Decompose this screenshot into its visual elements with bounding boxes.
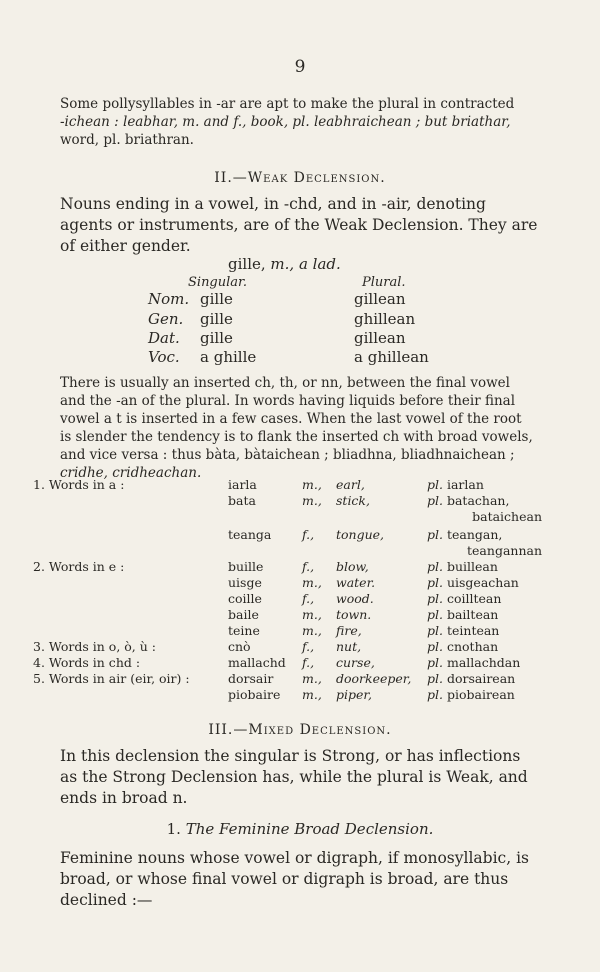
plural: buillean	[446, 559, 498, 574]
weak-declension-heading	[0, 170, 600, 186]
meaning: water.	[336, 575, 376, 590]
table-row	[0, 607, 600, 623]
plural-form: gillean	[354, 290, 406, 308]
meaning: piper,	[336, 687, 372, 702]
mixed-line-2: as the Strong Declension has, while the plural is Weak, and	[60, 768, 528, 786]
word: buille	[228, 559, 264, 574]
table-row	[0, 623, 600, 639]
plural: uisgeachan	[446, 575, 519, 590]
case-label: Voc.	[148, 348, 180, 366]
mixed-title: Mixed Declension.	[248, 722, 392, 738]
plural: iarlan	[446, 477, 484, 492]
mixed-line-1: In this declension the singular is Strong, or has inflections	[60, 747, 521, 765]
word: piobaire	[228, 687, 281, 702]
table-row	[0, 493, 600, 509]
intro-line-3: word, pl. briathran.	[60, 132, 194, 148]
gender: f.,	[302, 559, 315, 574]
gender: m.,	[302, 493, 322, 508]
feminine-line-3: declined :—	[60, 891, 153, 909]
gender: m.,	[302, 607, 322, 622]
weak-paragraph	[60, 194, 540, 257]
category-label: 4. Words in chd :	[33, 655, 141, 670]
table-row	[0, 687, 600, 703]
singular-header: Singular.	[188, 275, 247, 290]
table-row	[0, 477, 600, 493]
gender: f.,	[302, 655, 315, 670]
plural-form: a ghillean	[354, 348, 429, 366]
gender: m.,	[302, 623, 322, 638]
gender: m.,	[302, 671, 322, 686]
intro-line-2: -ichean : leabhar, m. and f., book, pl. leabhraichean ; but briathar,	[60, 114, 511, 130]
inserted-consonant-note	[60, 374, 540, 482]
note-line-5: and vice versa : thus bàta, bàtaichean ; bliadhna, bliadhnaichean ;	[60, 447, 515, 463]
table-row	[0, 639, 600, 655]
singular-form: a ghille	[200, 348, 257, 366]
category-label: 1. Words in a :	[33, 477, 125, 492]
plural-label: pl.	[427, 623, 443, 638]
plural: bailtean	[446, 607, 499, 622]
table-row	[0, 509, 600, 525]
plural-label: pl.	[427, 671, 443, 686]
plural-label: pl.	[427, 591, 443, 606]
plural-label: pl.	[427, 527, 443, 542]
plural: piobairean	[446, 687, 515, 702]
gender: m.,	[302, 687, 322, 702]
feminine-line-1: Feminine nouns whose vowel or digraph, if monosyllabic, is	[60, 849, 530, 867]
gender: f.,	[302, 527, 315, 542]
note-line-6: cridhe, cridheachan.	[60, 465, 202, 481]
intro-paragraph	[60, 95, 540, 149]
singular-form: gille	[200, 329, 233, 347]
word: coille	[228, 591, 262, 606]
meaning: doorkeeper,	[336, 671, 412, 686]
plural: cnothan	[446, 639, 499, 654]
category-label: 2. Words in e :	[33, 559, 125, 574]
weak-line-2: agents or instruments, are of the Weak Declension. They are	[60, 216, 538, 234]
meaning: earl,	[336, 477, 365, 492]
plural-form: gillean	[354, 329, 406, 347]
note-line-1: There is usually an inserted ch, th, or nn, between the final vowel	[60, 375, 510, 391]
plural-label: pl.	[427, 639, 443, 654]
meaning: wood.	[336, 591, 374, 606]
singular-form: gille	[200, 290, 233, 308]
case-label: Nom.	[148, 290, 190, 308]
table-row	[0, 671, 600, 687]
table-row	[0, 655, 600, 671]
feminine-heading	[0, 820, 600, 838]
example-title	[228, 255, 341, 273]
weak-line-3: of either gender.	[60, 237, 191, 255]
mixed-line-3: ends in broad n.	[60, 789, 188, 807]
page-number: 9	[294, 57, 306, 77]
feminine-title: The Feminine Broad Declension.	[185, 820, 434, 838]
word: mallachd	[228, 655, 286, 670]
meaning: stick,	[336, 493, 370, 508]
plural: teangan,	[446, 527, 503, 542]
word: dorsair	[228, 671, 274, 686]
weak-line-1: Nouns ending in a vowel, in -chd, and in -air, denoting	[60, 195, 486, 213]
table-row	[0, 575, 600, 591]
case-label: Gen.	[148, 310, 184, 328]
plural-label: pl.	[427, 559, 443, 574]
plural-continuation: bataichean	[472, 509, 542, 524]
plural-form: ghillean	[354, 310, 416, 328]
plural-label: pl.	[427, 575, 443, 590]
plural-label: pl.	[427, 687, 443, 702]
meaning: fire,	[336, 623, 362, 638]
singular-form: gille	[200, 310, 233, 328]
word: uisge	[228, 575, 262, 590]
gender: m.,	[302, 575, 322, 590]
gender: f.,	[302, 591, 315, 606]
mixed-dash: —	[233, 722, 249, 738]
plural-label: pl.	[427, 607, 443, 622]
note-line-4: is slender the tendency is to flank the inserted ch with broad vowels,	[60, 429, 533, 445]
example-meaning: a lad.	[298, 255, 341, 273]
intro-line-1: Some pollysyllables in -ar are apt to make the plural in contracted	[60, 96, 515, 112]
plural: dorsairean	[446, 671, 516, 686]
plural: coilltean	[446, 591, 502, 606]
plural-continuation: teangannan	[467, 543, 542, 558]
feminine-number: 1.	[166, 820, 181, 838]
case-label: Dat.	[148, 329, 180, 347]
table-row	[0, 559, 600, 575]
plural-header: Plural.	[362, 275, 406, 290]
weak-roman: II.	[214, 170, 233, 186]
plural-label: pl.	[427, 477, 443, 492]
plural: batachan,	[446, 493, 510, 508]
category-label: 5. Words in air (eir, oir) :	[33, 671, 190, 686]
plural-label: pl.	[427, 655, 443, 670]
weak-title: Weak Declension.	[247, 170, 386, 186]
category-label: 3. Words in o, ò, ù :	[33, 639, 156, 654]
word: teanga	[228, 527, 272, 542]
meaning: curse,	[336, 655, 375, 670]
note-line-3: vowel a t is inserted in a few cases. When the last vowel of the root	[60, 411, 522, 427]
word: teine	[228, 623, 260, 638]
word: bata	[228, 493, 256, 508]
word: baile	[228, 607, 259, 622]
weak-dash: —	[232, 170, 248, 186]
mixed-declension-heading	[0, 722, 600, 738]
table-row	[0, 543, 600, 559]
table-row	[0, 591, 600, 607]
meaning: town.	[336, 607, 372, 622]
meaning: tongue,	[336, 527, 385, 542]
meaning: nut,	[336, 639, 362, 654]
plural-label: pl.	[427, 493, 443, 508]
table-row	[0, 527, 600, 543]
feminine-line-2: broad, or whose final vowel or digraph is broad, are thus	[60, 870, 509, 888]
plural: teintean	[446, 623, 500, 638]
note-line-2: and the -an of the plural. In words having liquids before their final	[60, 393, 516, 409]
meaning: blow,	[336, 559, 369, 574]
word: iarla	[228, 477, 257, 492]
feminine-paragraph	[60, 848, 540, 911]
example-word: gille,	[228, 255, 266, 273]
gender: m.,	[302, 477, 322, 492]
word: cnò	[228, 639, 251, 654]
gender: f.,	[302, 639, 315, 654]
example-gender: m.,	[270, 255, 295, 273]
mixed-roman: III.	[208, 722, 234, 738]
plural: mallachdan	[446, 655, 521, 670]
mixed-paragraph	[60, 746, 540, 809]
